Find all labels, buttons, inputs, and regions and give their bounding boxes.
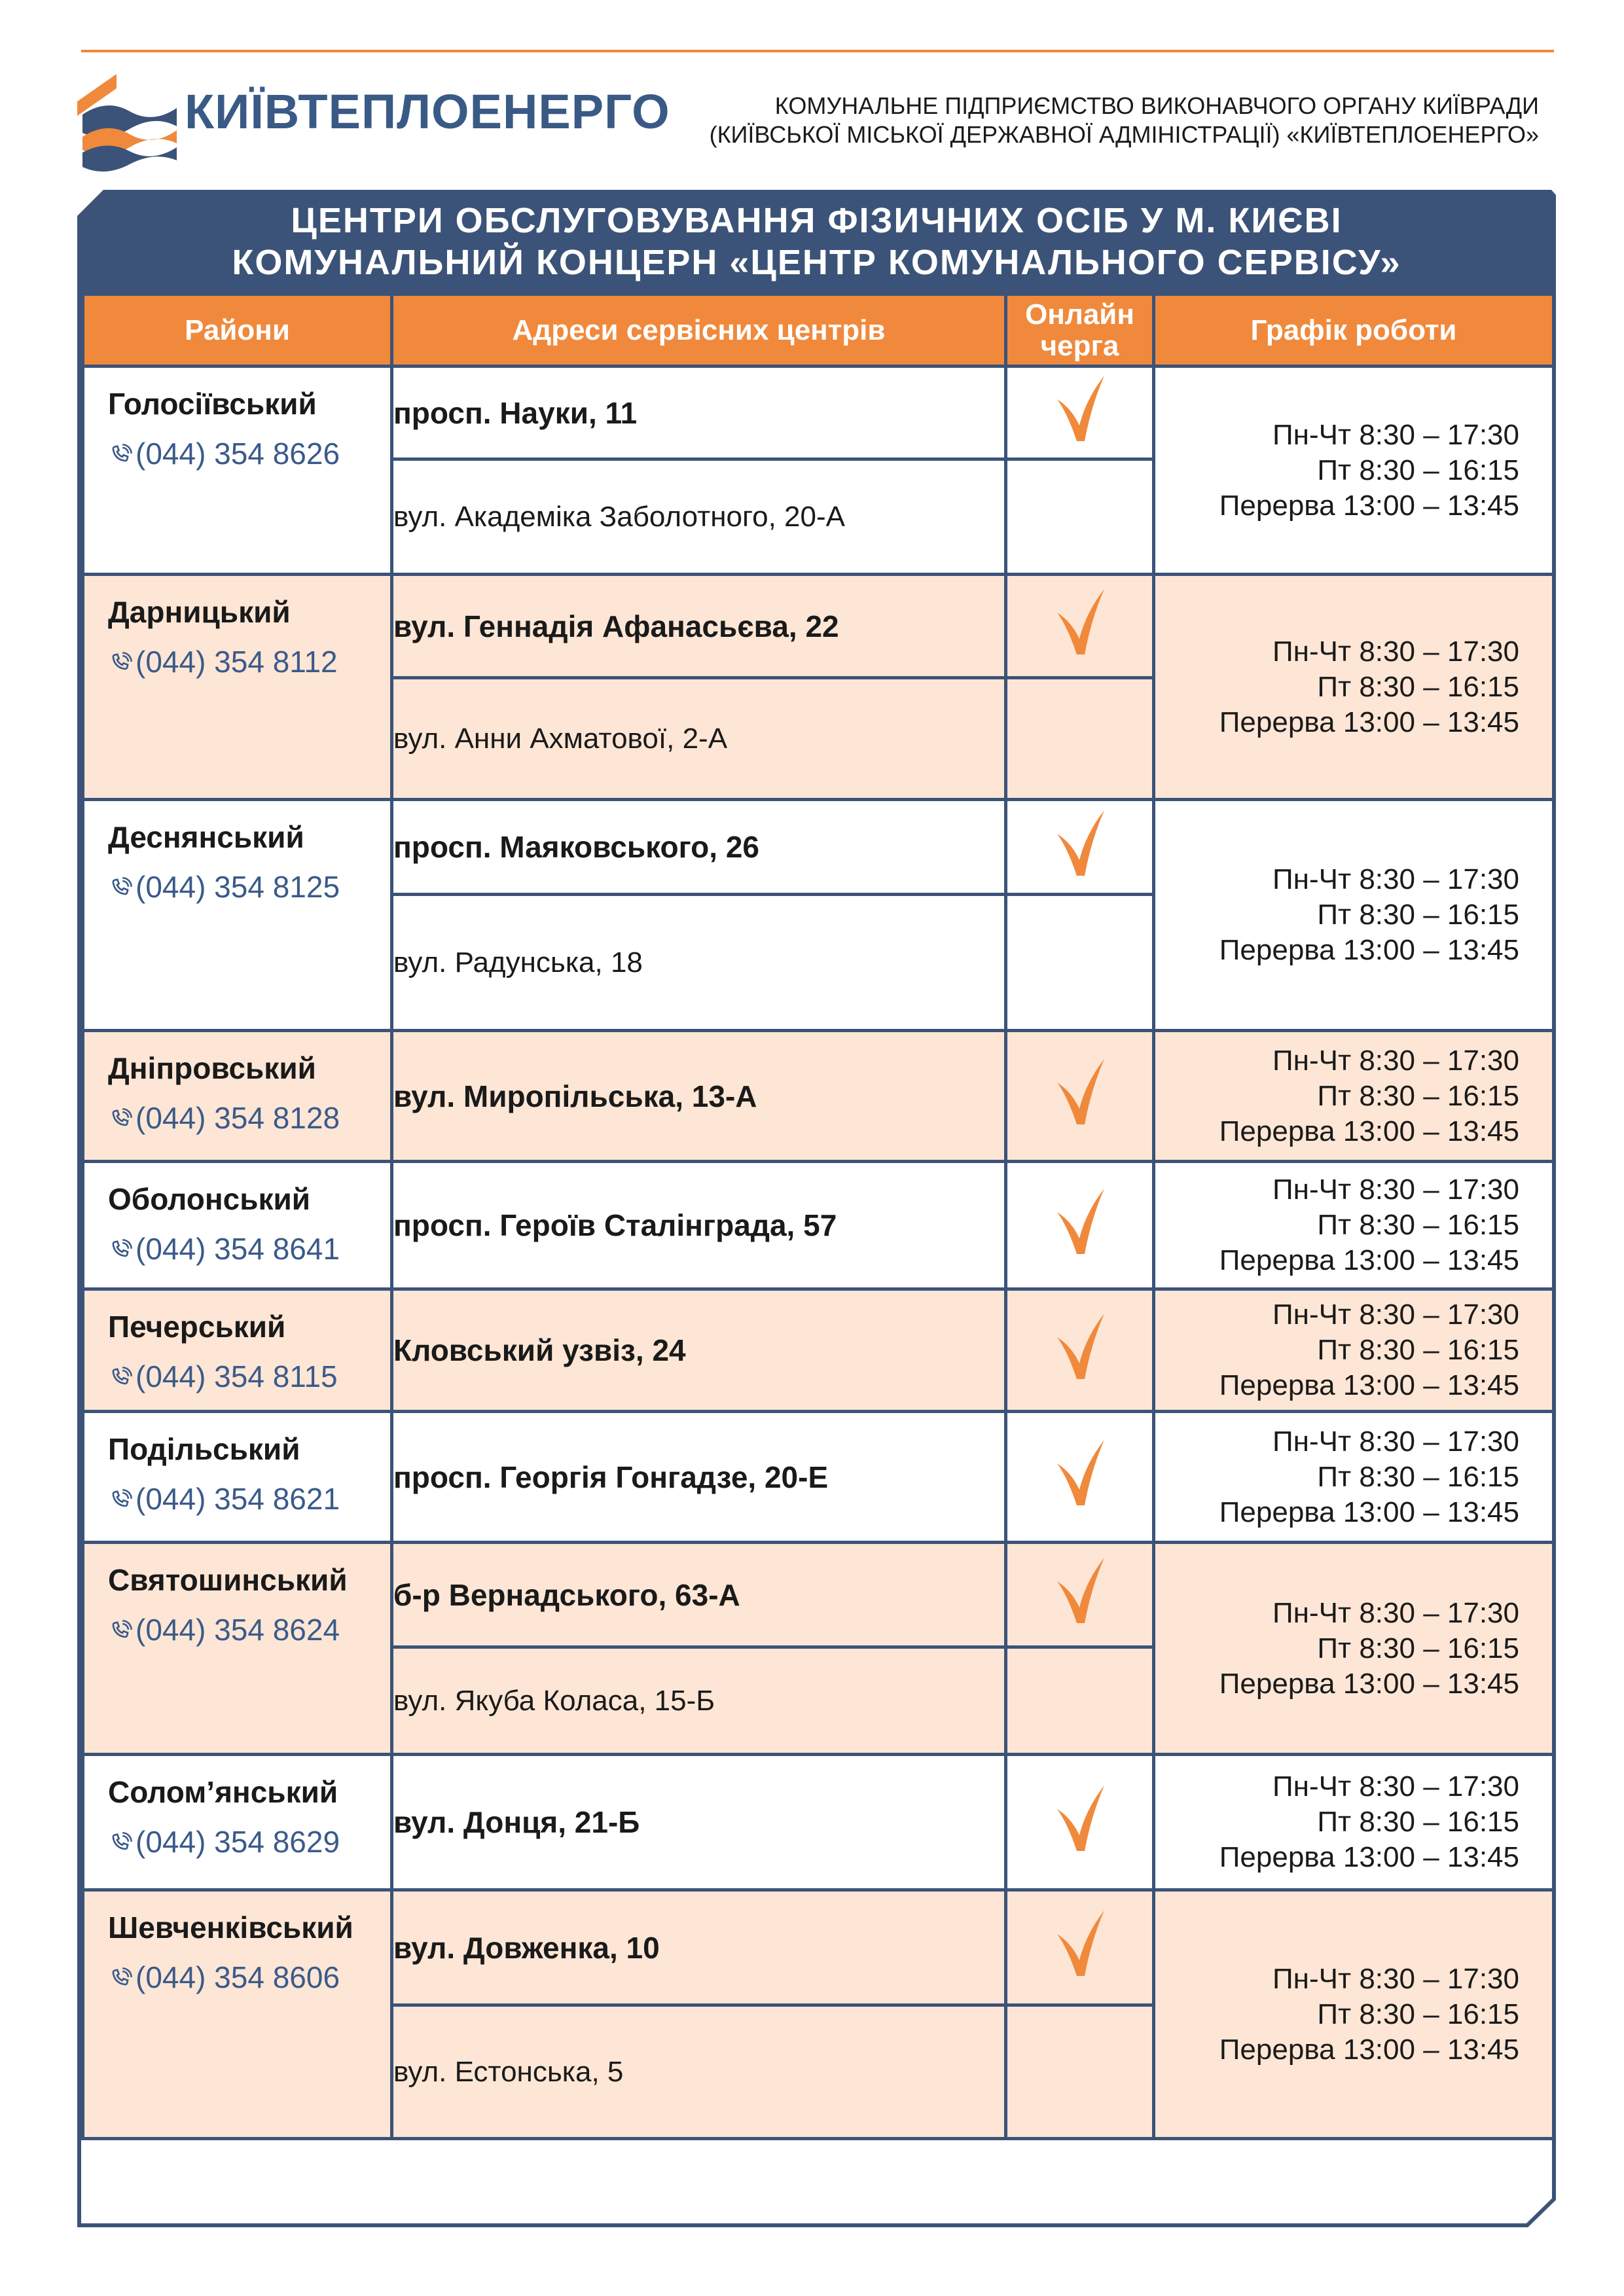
title-line-2: КОМУНАЛЬНИЙ КОНЦЕРН «ЦЕНТР КОМУНАЛЬНОГО СЕРВІСУ» [232,243,1401,282]
online-queue-cell [1006,459,1154,575]
schedule-break: Перерва 13:00 – 13:45 [1219,1369,1519,1401]
org-line-1: КОМУНАЛЬНЕ ПІДПРИЄМСТВО ВИКОНАВЧОГО ОРГАНУ КИЇВРАДИ [774,92,1539,119]
schedule-break: Перерва 13:00 – 13:45 [1219,489,1519,522]
online-queue-cell [1006,1890,1154,2005]
schedule-weekdays: Пн-Чт 8:30 – 17:30 [1272,863,1519,895]
schedule-cell [1154,1162,1554,1289]
schedule-friday: Пт 8:30 – 16:15 [1317,1632,1519,1664]
schedule-friday: Пт 8:30 – 16:15 [1317,1209,1519,1241]
checkmark-icon [1055,1602,1106,1634]
checkmark-icon [1055,633,1106,665]
district-phone [108,436,390,471]
district-phone [108,1824,390,1859]
phone-number: (044) 354 8125 [135,870,340,904]
district-phone [108,1612,390,1647]
table-row [83,800,1554,895]
checkmark-icon [1055,1357,1106,1390]
schedule-break: Перерва 13:00 – 13:45 [1219,1115,1519,1147]
district-phone [108,1359,390,1394]
table-row [83,1755,1554,1890]
phone-icon [108,1613,135,1647]
table-header-row [83,295,1554,367]
online-queue-cell [1006,1031,1154,1162]
phone-number: (044) 354 8112 [135,645,338,679]
address-cell: вул. Геннадія Афанасьєва, 22 [392,575,1006,678]
district-phone [108,1100,390,1136]
organization-name [710,92,1539,149]
district-phone [108,869,390,905]
online-queue-cell [1006,1162,1154,1289]
phone-number: (044) 354 8606 [135,1960,340,1994]
column-header-district: Райони [83,295,392,367]
schedule-break: Перерва 13:00 – 13:45 [1219,1841,1519,1873]
address-cell: вул. Естонська, 5 [392,2005,1006,2139]
district-cell [83,1031,392,1162]
phone-number: (044) 354 8621 [135,1482,340,1516]
phone-icon [108,870,135,904]
district-phone [108,1231,390,1266]
district-name: Подільський [108,1432,300,1466]
phone-icon [108,1482,135,1516]
schedule-weekdays: Пн-Чт 8:30 – 17:30 [1272,1299,1519,1331]
top-divider [81,50,1554,52]
phone-icon [108,1960,135,1994]
phone-number: (044) 354 8128 [135,1101,340,1135]
address-cell: вул. Радунська, 18 [392,895,1006,1031]
schedule-break: Перерва 13:00 – 13:45 [1219,2033,1519,2066]
district-name: Дарницький [108,595,291,629]
address-cell: просп. Маяковського, 26 [392,800,1006,895]
schedule-friday: Пт 8:30 – 16:15 [1317,1334,1519,1366]
district-phone [108,1481,390,1516]
district-cell [83,1412,392,1543]
schedule-cell [1154,367,1554,575]
address-cell: вул. Донця, 21-Б [392,1755,1006,1890]
schedule-cell [1154,1543,1554,1755]
org-line-2: (КИЇВСЬКОЇ МІСЬКОЇ ДЕРЖАВНОЇ АДМІНІСТРАЦІЇ) «КИЇВТЕПЛОЕНЕРГО» [709,121,1539,148]
online-queue-cell [1006,895,1154,1031]
schedule-cell [1154,1289,1554,1412]
address-cell: вул. Анни Ахматової, 2-А [392,678,1006,800]
checkmark-icon [1055,1954,1106,1986]
online-queue-cell [1006,1755,1154,1890]
table-body [83,367,1554,2139]
district-phone [108,1960,390,1995]
service-centers-table [81,293,1555,2140]
table-row [83,1162,1554,1289]
schedule-break: Перерва 13:00 – 13:45 [1219,934,1519,966]
district-name: Святошинський [108,1563,348,1597]
checkmark-icon [1055,854,1106,886]
district-name: Деснянський [108,820,304,854]
online-queue-cell [1006,1543,1154,1647]
schedule-cell [1154,1755,1554,1890]
column-header-schedule: Графік роботи [1154,295,1554,367]
address-cell: просп. Героїв Сталінграда, 57 [392,1162,1006,1289]
schedule-weekdays: Пн-Чт 8:30 – 17:30 [1272,1044,1519,1077]
schedule-weekdays: Пн-Чт 8:30 – 17:30 [1272,1174,1519,1206]
schedule-weekdays: Пн-Чт 8:30 – 17:30 [1272,1770,1519,1803]
online-queue-cell [1006,2005,1154,2139]
district-name: Солом’янський [108,1775,338,1809]
district-name: Голосіївський [108,387,317,421]
page-title [77,200,1556,283]
district-cell [83,1289,392,1412]
online-header-line-1: Онлайн [1025,298,1134,331]
table-row [83,1412,1554,1543]
table-row [83,575,1554,678]
district-cell [83,1543,392,1755]
phone-icon [108,437,135,471]
schedule-friday: Пт 8:30 – 16:15 [1317,899,1519,931]
schedule-cell [1154,575,1554,800]
table-row [83,1543,1554,1647]
district-cell [83,1755,392,1890]
schedule-friday: Пт 8:30 – 16:15 [1317,670,1519,703]
phone-number: (044) 354 8641 [135,1232,340,1266]
checkmark-icon [1055,1232,1106,1265]
address-cell: б-р Вернадського, 63-А [392,1543,1006,1647]
checkmark-icon [1055,420,1106,452]
table-row [83,1890,1554,2005]
schedule-cell [1154,1031,1554,1162]
online-queue-cell [1006,1289,1154,1412]
online-header-line-2: черга [1040,329,1119,362]
schedule-break: Перерва 13:00 – 13:45 [1219,706,1519,738]
schedule-cell [1154,1412,1554,1543]
district-cell [83,1890,392,2139]
phone-number: (044) 354 8626 [135,437,340,471]
checkmark-icon [1055,1829,1106,1861]
address-cell: вул. Довженка, 10 [392,1890,1006,2005]
schedule-weekdays: Пн-Чт 8:30 – 17:30 [1272,1425,1519,1458]
district-name: Печерський [108,1310,286,1344]
schedule-friday: Пт 8:30 – 16:15 [1317,1460,1519,1493]
address-cell: просп. Георгія Гонгадзе, 20-Е [392,1412,1006,1543]
address-cell: просп. Науки, 11 [392,367,1006,459]
schedule-weekdays: Пн-Чт 8:30 – 17:30 [1272,1596,1519,1629]
phone-icon [108,1825,135,1859]
phone-number: (044) 354 8624 [135,1613,340,1647]
table-row [83,1031,1554,1162]
schedule-friday: Пт 8:30 – 16:15 [1317,454,1519,486]
district-cell [83,367,392,575]
brand-name: КИЇВТЕПЛОЕНЕРГО [185,84,670,139]
schedule-friday: Пт 8:30 – 16:15 [1317,1998,1519,2030]
schedule-weekdays: Пн-Чт 8:30 – 17:30 [1272,418,1519,451]
district-cell [83,575,392,800]
online-queue-cell [1006,678,1154,800]
phone-number: (044) 354 8629 [135,1825,340,1859]
online-queue-cell [1006,1647,1154,1755]
district-phone [108,644,390,679]
address-cell: вул. Якуба Коласа, 15-Б [392,1647,1006,1755]
online-queue-cell [1006,1412,1154,1543]
online-queue-cell [1006,575,1154,678]
title-line-1: ЦЕНТРИ ОБСЛУГОВУВАННЯ ФІЗИЧНИХ ОСІБ У М. КИЄВІ [291,201,1343,240]
schedule-break: Перерва 13:00 – 13:45 [1219,1496,1519,1528]
table-row [83,1289,1554,1412]
checkmark-icon [1055,1103,1106,1135]
schedule-cell [1154,800,1554,1031]
online-queue-cell [1006,367,1154,459]
phone-icon [108,645,135,679]
schedule-cell [1154,1890,1554,2139]
address-cell: вул. Миропільська, 13-А [392,1031,1006,1162]
phone-icon [108,1101,135,1135]
column-header-address: Адреси сервісних центрів [392,295,1006,367]
phone-number: (044) 354 8115 [135,1359,338,1393]
district-cell [83,1162,392,1289]
schedule-break: Перерва 13:00 – 13:45 [1219,1667,1519,1700]
district-name: Шевченківський [108,1910,353,1945]
schedule-weekdays: Пн-Чт 8:30 – 17:30 [1272,1962,1519,1995]
phone-icon [108,1359,135,1393]
table-row [83,367,1554,459]
address-cell: вул. Академіка Заболотного, 20-А [392,459,1006,575]
district-name: Оболонський [108,1182,311,1216]
address-cell: Кловський узвіз, 24 [392,1289,1006,1412]
district-name: Дніпровський [108,1051,316,1085]
schedule-break: Перерва 13:00 – 13:45 [1219,1244,1519,1276]
kte-logo-icon [77,62,182,173]
schedule-weekdays: Пн-Чт 8:30 – 17:30 [1272,635,1519,668]
phone-icon [108,1232,135,1266]
online-queue-cell [1006,800,1154,895]
schedule-friday: Пт 8:30 – 16:15 [1317,1079,1519,1112]
checkmark-icon [1055,1484,1106,1516]
district-cell [83,800,392,1031]
column-header-online-queue [1006,295,1154,367]
schedule-friday: Пт 8:30 – 16:15 [1317,1806,1519,1838]
